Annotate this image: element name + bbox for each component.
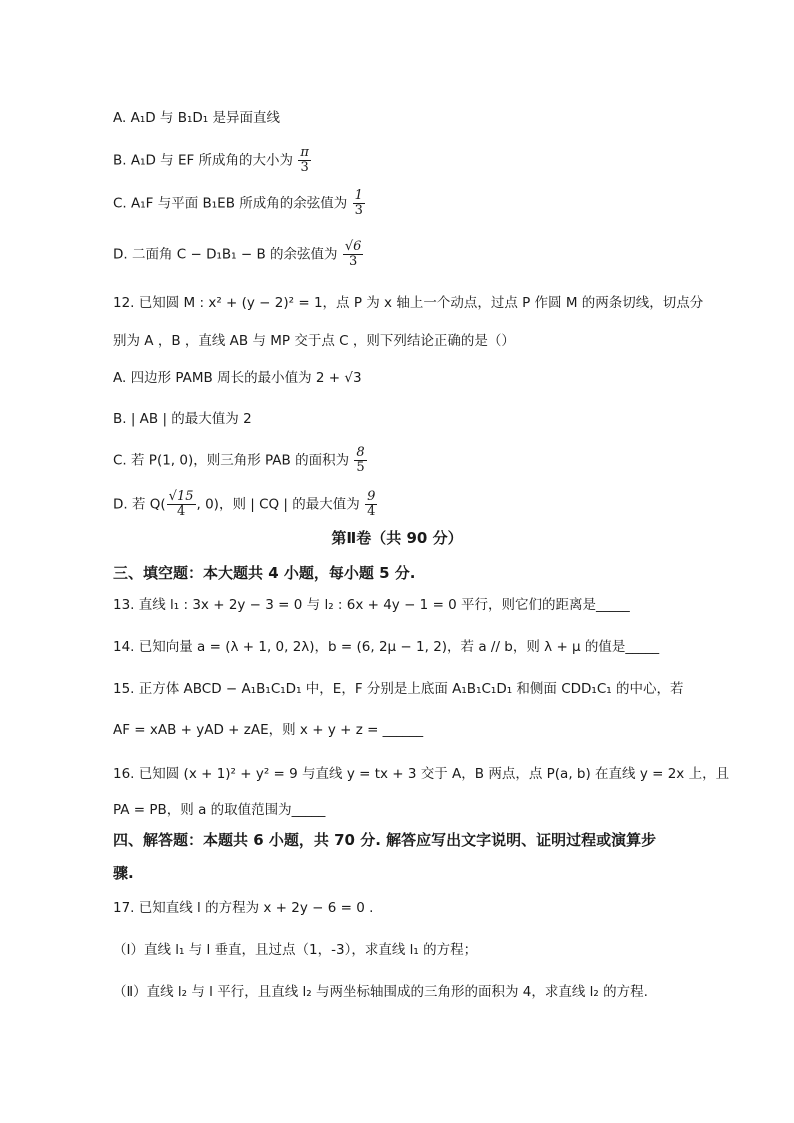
q11-option-d (113, 240, 364, 269)
q11-option-b-fraction (298, 146, 311, 175)
q11-option-a-text: A. A₁D 与 B₁D₁ 是异面直线 (113, 110, 280, 126)
q17-stem: 17. 已知直线 l 的方程为 x + 2y − 6 = 0 . (113, 900, 374, 916)
fraction-numerator: √15 (168, 489, 194, 504)
q12-option-d-prefix: D. 若 Q( (113, 496, 166, 513)
q17-part2: （Ⅱ）直线 l₂ 与 l 平行，且直线 l₂ 与两坐标轴围成的三角形的面积为 4，求直线 l₂ 的方程. (113, 984, 648, 1000)
q12-stem-line2: 别为 A ，B ，直线 AB 与 MP 交于点 C ，则下列结论正确的是（） (113, 333, 515, 349)
q16-line1: 16. 已知圆 (x + 1)² + y² = 9 与直线 y = tx + 3 交于 A，B 两点，点 P(a, b) 在直线 y = 2x 上，且 (113, 766, 730, 782)
q12-option-d-fraction (365, 490, 377, 519)
section4-title-line1: 四、解答题：本题共 6 小题，共 70 分. 解答应写出文字说明、证明过程或演算步 (113, 831, 657, 849)
section3-title: 三、填空题：本大题共 4 小题，每小题 5 分. (113, 564, 416, 582)
q12-option-c-text: C. 若 P(1, 0)，则三角形 PAB 的面积为 (113, 452, 350, 469)
q11-option-d-text: D. 二面角 C − D₁B₁ − B 的余弦值为 (113, 246, 338, 263)
q16-line2: PA = PB，则 a 的取值范围为_____ (113, 802, 326, 818)
q11-option-a (113, 108, 280, 128)
fraction-denominator: 5 (356, 460, 365, 475)
q12-option-c (113, 446, 368, 475)
q11-option-d-fraction (343, 240, 364, 269)
section4-title-line2: 骤. (113, 864, 134, 882)
q12-stem-line1: 12. 已知圆 M : x² + (y − 2)² = 1，点 P 为 x 轴上一个动点，过点 P 作圆 M 的两条切线，切点分 (113, 295, 704, 311)
q12-option-d (113, 490, 378, 519)
fraction-denominator: 4 (176, 504, 186, 519)
fraction-denominator: 3 (354, 203, 363, 218)
q11-option-c-fraction (353, 189, 365, 218)
fraction-denominator: 4 (367, 504, 376, 519)
q11-option-b (113, 146, 312, 175)
q15-line2: AF = xAB + yAD + zAE，则 x + y + z = ______ (113, 722, 424, 738)
q15-line1: 15. 正方体 ABCD − A₁B₁C₁D₁ 中，E，F 分别是上底面 A₁B₁C₁D₁ 和侧面 CDD₁C₁ 的中心，若 (113, 681, 684, 697)
q11-option-c-text: C. A₁F 与平面 B₁EB 所成角的余弦值为 (113, 195, 348, 212)
q17-part1: （Ⅰ）直线 l₁ 与 l 垂直，且过点（1，-3），求直线 l₁ 的方程； (113, 942, 478, 958)
fraction-numerator: 8 (356, 445, 365, 460)
fraction-numerator: π (300, 145, 309, 160)
fraction-denominator: 3 (300, 160, 309, 175)
q13-text: 13. 直线 l₁ : 3x + 2y − 3 = 0 与 l₂ : 6x + 4y − 1 = 0 平行，则它们的距离是_____ (113, 597, 630, 613)
q12-option-c-fraction (354, 446, 366, 475)
fraction-numerator: √6 (344, 239, 362, 254)
q12-option-d-middle: , 0)，则 | CQ | 的最大值为 (196, 496, 360, 513)
q12-option-d-inner-fraction (167, 490, 196, 519)
fraction-numerator: 9 (367, 489, 376, 504)
q11-option-b-text: B. A₁D 与 EF 所成角的大小为 (113, 152, 294, 169)
q11-option-c (113, 189, 366, 218)
fraction-denominator: 3 (348, 254, 358, 269)
fraction-numerator: 1 (354, 188, 363, 203)
q14-text: 14. 已知向量 a = (λ + 1, 0, 2λ)，b = (6, 2μ − 1, 2)，若 a // b，则 λ + μ 的值是_____ (113, 639, 660, 655)
part2-title: 第Ⅱ卷（共 90 分） (331, 529, 463, 547)
q12-option-a: A. 四边形 PAMB 周长的最小值为 2 + √3 (113, 370, 362, 386)
q12-option-b: B. | AB | 的最大值为 2 (113, 411, 252, 427)
